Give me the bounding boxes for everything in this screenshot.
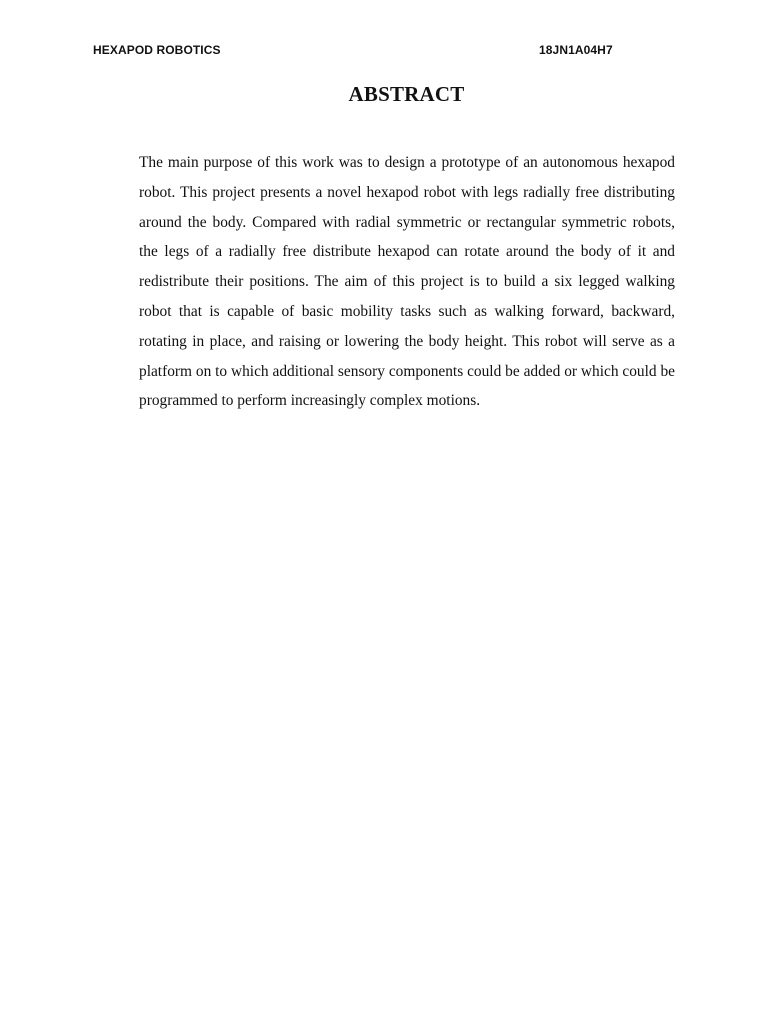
abstract-paragraph: The main purpose of this work was to design a prototype of an autonomous hexapod robot. This project presents a novel hexapod robot with legs radially free distributing around the body. Compared with radial symmetric or rectangular symmetric robots, the legs of a radially free distribute hexapod can rotate around the body of it and redistribute their positions. The aim of this project is to build a six legged walking robot that is capable of basic mobility tasks such as walking forward, backward, rotating in place, and raising or lowering the body height. This robot will serve as a platform on to which additional sensory components could be added or which could be programmed to perform increasingly complex motions. bbox=[139, 154, 675, 410]
abstract-heading: ABSTRACT bbox=[348, 82, 465, 106]
header-title: HEXAPOD ROBOTICS bbox=[93, 43, 221, 57]
running-header bbox=[93, 43, 613, 63]
header-roll-number: 18JN1A04H7 bbox=[539, 43, 613, 57]
